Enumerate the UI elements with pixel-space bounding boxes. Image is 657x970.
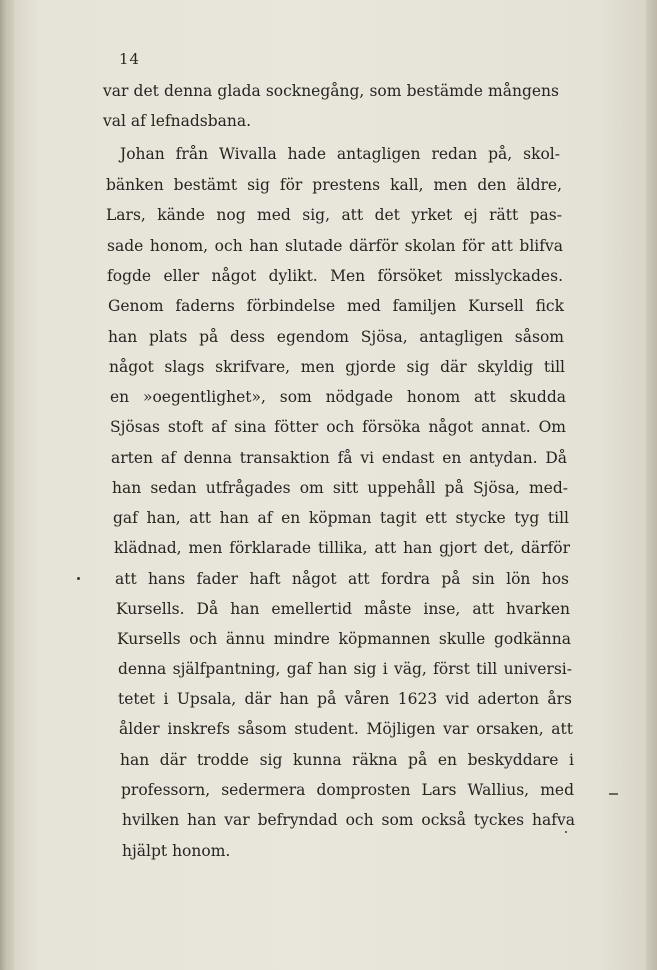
text-line: Kursells och ännu mindre köpmannen skulle godkänna [117, 630, 571, 648]
text-line: professorn, sedermera domprosten Lars Wallius, med [121, 781, 574, 799]
text-line: Genom faderns förbindelse med familjen Kursell fick [108, 297, 564, 315]
text-line: Lars, kände nog med sig, att det yrket ej rätt pas- [106, 206, 562, 224]
page-right-edge [646, 0, 657, 970]
text-line: sade honom, och han slutade därför skolan för att blifva [107, 237, 563, 255]
text-line: Johan från Wivalla hade antagligen redan på, skol- [120, 145, 560, 163]
text-line: något slags skrifvare, men gjorde sig där skyldig till [109, 358, 565, 376]
text-line: han sedan utfrågades om sitt uppehåll på Sjösa, med- [112, 479, 568, 497]
text-line: en »oegentlighet», som nödgade honom att skudda [110, 388, 566, 406]
page-binding-edge [0, 0, 14, 970]
text-line: han plats på dess egendom Sjösa, antagligen såsom [108, 328, 564, 346]
text-line: gaf han, att han af en köpman tagit ett stycke tyg till [113, 509, 569, 527]
ink-speck [565, 831, 567, 833]
text-line: bänken bestämt sig för prestens kall, men den äldre, [106, 176, 562, 194]
text-line: att hans fader haft något att fordra på sin lön hos [115, 570, 569, 588]
text-line: fogde eller något dylikt. Men försöket misslyckades. [107, 267, 563, 285]
text-line: var det denna glada socknegång, som bestämde mångens [103, 82, 559, 100]
text-line: hvilken han var befryndad och som också tyckes hafva [122, 811, 575, 829]
text-line: val af lefnadsbana. [103, 112, 252, 130]
text-line: Kursells. Då han emellertid måste inse, att hvarken [116, 600, 570, 618]
text-line: Sjösas stoft af sina fötter och försöka något annat. Om [110, 418, 566, 436]
ink-speck [77, 577, 80, 580]
text-line: arten af denna transaktion få vi endast en antydan. Då [111, 449, 567, 467]
margin-mark [609, 793, 618, 795]
text-line: hjälpt honom. [122, 842, 231, 860]
text-line: denna själfpantning, gaf han sig i väg, först till universi- [118, 660, 572, 678]
text-line: han där trodde sig kunna räkna på en beskyddare i [120, 751, 574, 769]
text-line: klädnad, men förklarade tillika, att han gjort det, därför [114, 539, 570, 557]
page-number: 14 [119, 50, 141, 68]
text-line: tetet i Upsala, där han på våren 1623 vid aderton års [118, 690, 572, 708]
text-line: ålder inskrefs såsom student. Möjligen var orsaken, att [119, 720, 573, 738]
